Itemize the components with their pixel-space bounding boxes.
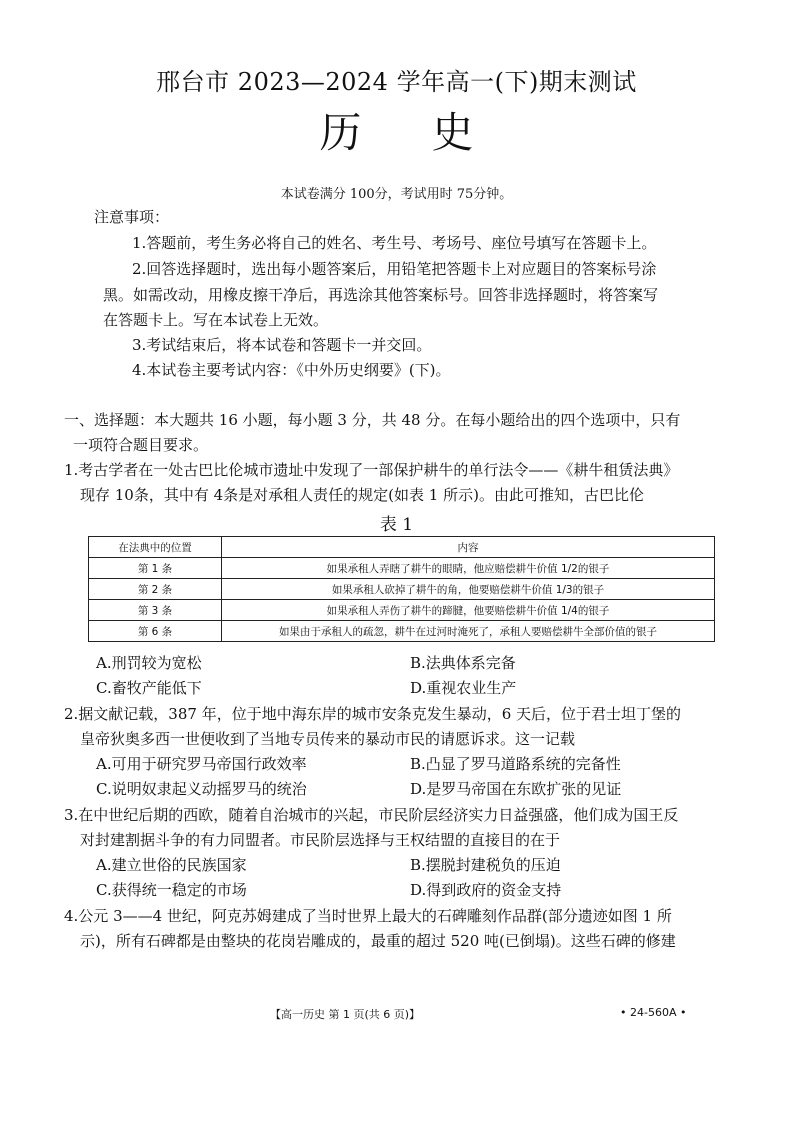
table-row <box>89 621 715 642</box>
table-cell-content: 如果承租人砍掉了耕牛的角，他要赔偿耕牛价值 1/3的银子 <box>222 579 715 600</box>
section-heading-cont: 一项符合题目要求。 <box>73 436 209 454</box>
question-4-stem-cont: 示)，所有石碑都是由整块的花岗岩雕成的，最重的超过 520 吨(已倒塌)。这些石碑的修建 <box>80 932 676 950</box>
question-4-stem: 4.公元 3——4 世纪，阿克苏姆建成了当时世界上最大的石碑雕刻作品群(部分遗迹如图 1 所 <box>64 907 672 925</box>
question-2-option-b: B.凸显了罗马道路系统的完备性 <box>410 755 621 773</box>
question-1-option-b: B.法典体系完备 <box>410 654 516 672</box>
question-3-stem: 3.在中世纪后期的西欧，随着自治城市的兴起，市民阶层经济实力日益强盛，他们成为国王反 <box>64 806 679 824</box>
table-row <box>89 600 715 621</box>
subject-title: 历史 <box>319 108 544 157</box>
question-3-option-a: A.建立世俗的民族国家 <box>96 856 247 874</box>
table-row <box>89 558 715 579</box>
question-3-stem-cont: 对封建割据斗争的有力同盟者。市民阶层选择与王权结盟的直接目的在于 <box>80 831 561 849</box>
table-header-row <box>89 537 715 558</box>
notice-item: 1.答题前，考生务必将自己的姓名、考生号、考场号、座位号填写在答题卡上。 <box>132 234 657 252</box>
question-2-option-a: A.可用于研究罗马帝国行政效率 <box>96 755 307 773</box>
exam-meta: 本试卷满分 100分，考试用时 75分钟。 <box>280 187 513 202</box>
question-3-option-c: C.获得统一稳定的市场 <box>96 881 247 899</box>
law-table <box>88 536 715 642</box>
table-cell-position: 第 2 条 <box>89 579 222 600</box>
notice-item: 3.考试结束后，将本试卷和答题卡一并交回。 <box>132 336 432 354</box>
notice-item: 在答题卡上。写在本试卷上无效。 <box>103 311 329 329</box>
question-2-stem-cont: 皇帝狄奥多西一世便收到了当地专员传来的暴动市民的请愿诉求。这一记载 <box>80 730 576 748</box>
exam-title: 邢台市 2023—2024 学年高一(下)期末测试 <box>156 68 637 96</box>
notice-item: 2.回答选择题时，选出每小题答案后，用铅笔把答题卡上对应题目的答案标号涂 <box>132 260 657 278</box>
question-1-option-c: C.畜牧产能低下 <box>96 679 202 697</box>
question-3-option-b: B.摆脱封建税负的压迫 <box>410 856 561 874</box>
notice-heading: 注意事项： <box>94 208 170 226</box>
question-1-stem-cont: 现存 10条，其中有 4条是对承租人责任的规定(如表 1 所示)。由此可推知，古巴比伦 <box>80 486 644 504</box>
question-2-option-c: C.说明奴隶起义动摇罗马的统治 <box>96 780 307 798</box>
table-cell-position: 第 1 条 <box>89 558 222 579</box>
page-footer: 【高一历史 第 1 页(共 6 页)】 <box>270 1008 421 1021</box>
question-2-option-d: D.是罗马帝国在东欧扩张的见证 <box>410 780 622 798</box>
table-cell-content: 如果承租人弄瞎了耕牛的眼睛，他应赔偿耕牛价值 1/2的银子 <box>222 558 715 579</box>
table-header-position: 在法典中的位置 <box>89 537 222 558</box>
table-header-content: 内容 <box>222 537 715 558</box>
question-2-stem: 2.据文献记载，387 年，位于地中海东岸的城市安条克发生暴动，6 天后，位于君士坦丁堡的 <box>64 705 682 723</box>
section-heading: 一、选择题：本大题共 16 小题，每小题 3 分，共 48 分。在每小题给出的四个选项中，只有 <box>64 411 681 429</box>
table-caption: 表 1 <box>379 515 414 535</box>
question-3-option-d: D.得到政府的资金支持 <box>410 881 562 899</box>
notice-item: 4.本试卷主要考试内容：《中外历史纲要》(下)。 <box>132 361 451 379</box>
question-1-option-d: D.重视农业生产 <box>410 679 517 697</box>
question-1-option-a: A.刑罚较为宽松 <box>96 654 202 672</box>
table-cell-content: 如果承租人弄伤了耕牛的蹄腱，他要赔偿耕牛价值 1/4的银子 <box>222 600 715 621</box>
table-cell-content: 如果由于承租人的疏忽，耕牛在过河时淹死了，承租人要赔偿耕牛全部价值的银子 <box>222 621 715 642</box>
notice-item: 黑。如需改动，用橡皮擦干净后，再选涂其他答案标号。回答非选择题时，将答案写 <box>103 286 659 304</box>
document-code: • 24-560A • <box>620 1006 687 1019</box>
table-cell-position: 第 6 条 <box>89 621 222 642</box>
table-row <box>89 579 715 600</box>
table-cell-position: 第 3 条 <box>89 600 222 621</box>
question-1-stem: 1.考古学者在一处古巴比伦城市遗址中发现了一部保护耕牛的单行法令——《耕牛租赁法典》 <box>64 461 679 479</box>
